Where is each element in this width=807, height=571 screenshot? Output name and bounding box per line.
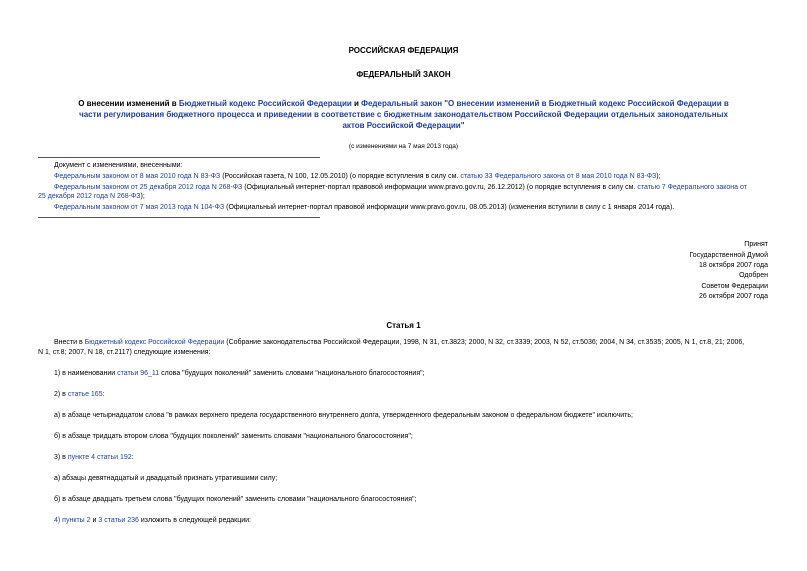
- title-link-federal-law[interactable]: Федеральный закон "О внесении изменений в Бюджетный кодекс Российской Федерации в: [361, 99, 729, 108]
- article-heading: Статья 1: [386, 321, 421, 330]
- document-title: [0, 98, 807, 131]
- title-line-1: [0, 98, 807, 109]
- article-subitem-2a: а) в абзаце четырнадцатом слова "в рамках верхнего предела государственного внутреннего долга, утвержденного федеральным законом о федеральном бюджете" исключить;: [54, 412, 633, 419]
- article-item-1: 1) в наименовании статьи 96_11 слова "будущих поколений" заменить словами "национального благосостояния";: [54, 370, 425, 377]
- article-item-2: 2) в статье 165:: [54, 391, 105, 398]
- adopted-label: Принят: [744, 241, 768, 248]
- article-item-4: 4) пункты 2 и 3 статьи 236 изложить в следующей редакции:: [54, 517, 252, 524]
- article-subitem-2b: б) в абзаце тридцать втором слова "будущих поколений" заменить словами "национального благосостояния";: [54, 433, 413, 440]
- adopted-date: 18 октября 2007 года: [699, 262, 768, 269]
- amendment-item-2-cont: 25 декабря 2012 года N 268-ФЗ);: [38, 193, 145, 200]
- divider-top: [38, 157, 320, 158]
- adoption-block-council: [699, 271, 768, 303]
- amendment-item-2: Федеральным законом от 25 декабря 2012 года N 268-ФЗ (Официальный интернет-портал правовой информации www.pravo.gov.ru, 26.12.2012) (о порядке вступления в силу см. статью 7 Федерального закона от: [54, 184, 747, 191]
- amendment-1-article-link[interactable]: статью 33 Федерального закона от 8 мая 2010 года N 83-ФЗ: [460, 173, 657, 180]
- title-prefix: О внесении изменений в: [78, 99, 179, 108]
- article-item-3: 3) в пункте 4 статьи 192:: [54, 454, 134, 461]
- approved-label: Одобрен: [739, 272, 768, 279]
- title-link-budget-code[interactable]: Бюджетный кодекс Российской Федерации: [178, 99, 352, 108]
- adoption-block-duma: [689, 240, 768, 272]
- country-heading: РОССИЙСКАЯ ФЕДЕРАЦИЯ: [348, 46, 459, 55]
- article-subitem-3b: б) в абзаце двадцать третьем слова "будущих поколений" заменить словами "национального благосостояния";: [54, 496, 417, 503]
- amendment-3-link[interactable]: Федеральным законом от 7 мая 2013 года N 104-ФЗ: [54, 204, 225, 211]
- amendment-item-3: Федеральным законом от 7 мая 2013 года N 104-ФЗ (Официальный интернет-портал правовой информации www.pravo.gov.ru, 08.05.2013) (изменения вступили в силу с 1 января 2014 года).: [54, 204, 675, 211]
- title-line-3[interactable]: актов Российской Федерации": [342, 121, 465, 130]
- article-subitem-3a: а) абзацы девятнадцатый и двадцатый признать утратившими силу;: [54, 475, 278, 482]
- amendment-2-article-link[interactable]: статью 7 Федерального закона от: [637, 184, 747, 191]
- article-236-points-link[interactable]: 4) пункты 2: [54, 517, 91, 524]
- article-236-link[interactable]: 3 статьи 236: [98, 517, 139, 524]
- title-mid: и: [351, 99, 362, 108]
- article-paragraph-1-cont: N 1, ст.8; 2007, N 18, ст.2117) следующие изменения:: [38, 349, 211, 356]
- approved-body: Советом Федерации: [701, 282, 768, 290]
- adopted-body: Государственной Думой: [689, 251, 768, 259]
- amendments-intro: Документ с изменениями, внесенными:: [54, 162, 183, 169]
- amendment-item-1: Федеральным законом от 8 мая 2010 года N 83-ФЗ (Российская газета, N 100, 12.05.2010) (о порядке вступления в силу см. статью 33 Федерального закона от 8 мая 2010 года N 83-ФЗ);: [54, 173, 661, 180]
- article-192-link[interactable]: пункте 4 статьи 192: [67, 454, 132, 461]
- divider-bottom: [38, 217, 320, 218]
- law-type-heading: ФЕДЕРАЛЬНЫЙ ЗАКОН: [356, 70, 451, 79]
- article-paragraph-1: Внести в Бюджетный кодекс Российской Федерации (Собрание законодательства Российской Федерации, 1998, N 31, ст.3823; 2000, N 32, ст.3339; 2003, N 52, ст.5036; 2004, N 34, ст.3535; 2005, N 1, ст.8, 21; 2006,: [54, 339, 745, 346]
- budget-code-link[interactable]: Бюджетный кодекс Российской Федерации: [84, 339, 225, 346]
- amendment-1-link[interactable]: Федеральным законом от 8 мая 2010 года N 83-ФЗ: [54, 173, 221, 180]
- approved-date: 26 октября 2007 года: [699, 293, 768, 300]
- amendment-2-link[interactable]: Федеральным законом от 25 декабря 2012 года N 268-ФЗ: [54, 184, 243, 191]
- edition-note: (с изменениями на 7 мая 2013 года): [348, 143, 459, 150]
- title-line-2[interactable]: части регулирования бюджетного процесса и приведении в соответствие с бюджетным законодательством Российской Федерации отдельных законодательных: [79, 110, 728, 119]
- article-165-link[interactable]: статье 165: [67, 391, 103, 398]
- article-96-11-link[interactable]: статьи 96_11: [117, 370, 160, 377]
- amendment-2-law-link[interactable]: 25 декабря 2012 года N 268-ФЗ: [38, 193, 141, 200]
